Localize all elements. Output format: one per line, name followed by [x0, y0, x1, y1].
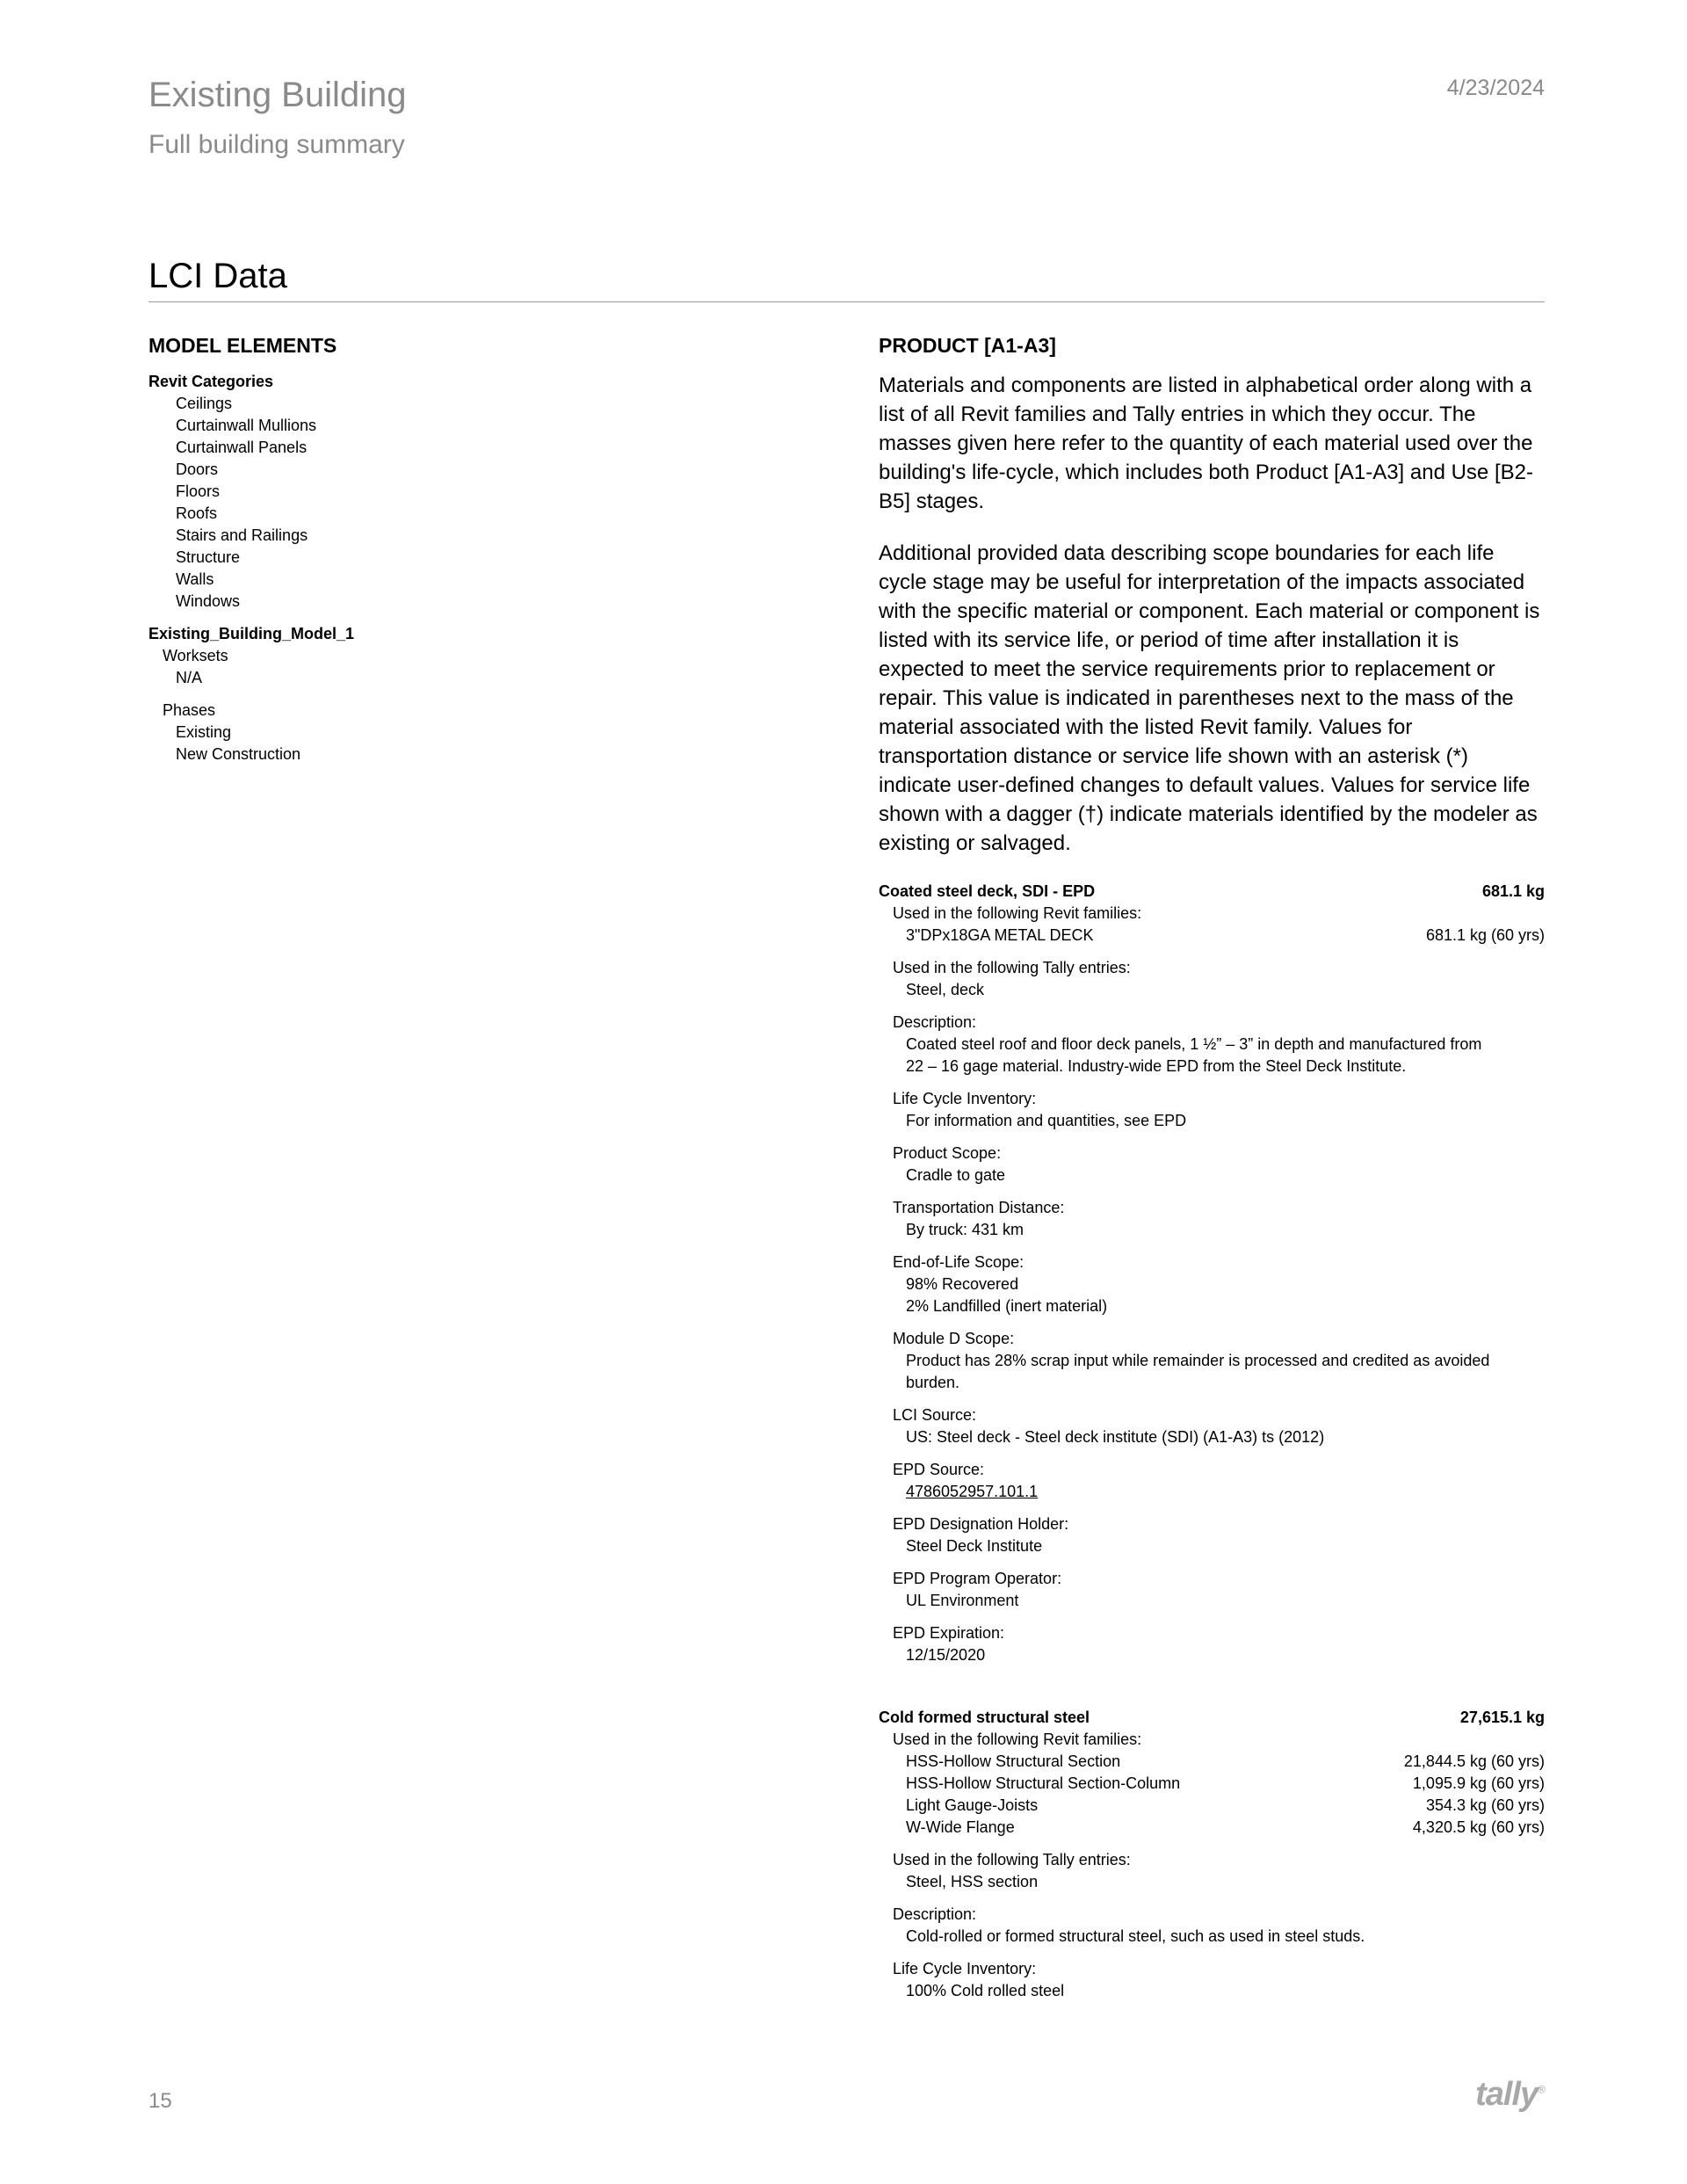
- field-label: Used in the following Tally entries:: [893, 1851, 1131, 1868]
- worksets-label: Worksets: [163, 647, 228, 664]
- material-total-mass: 681.1 kg: [1481, 882, 1545, 900]
- family-row: [879, 1817, 1545, 1839]
- intro-paragraph: Materials and components are listed in alphabetical order along with a list of all Revit families and Tally entries in which they occur. The masses given here refer to the quantity of each material used over the building's life-cycle, which includes both Product [A1-A3] and Use [B2-B5] stages.: [879, 374, 1533, 513]
- field-label: Life Cycle Inventory:: [893, 1960, 1037, 1977]
- list-item: New Construction: [176, 745, 301, 763]
- field-label: LCI Source:: [893, 1406, 977, 1424]
- field-value: Cradle to gate: [906, 1166, 1006, 1184]
- model-elements-heading: MODEL ELEMENTS: [148, 334, 337, 357]
- family-row: [879, 1751, 1545, 1773]
- material-total-mass: 27,615.1 kg: [1459, 1709, 1545, 1726]
- list-item: Curtainwall Panels: [176, 439, 308, 456]
- material-header: [879, 1707, 1545, 1729]
- family-name: Light Gauge-Joists: [906, 1796, 1039, 1814]
- field-label: EPD Designation Holder:: [893, 1515, 1069, 1533]
- field-label: EPD Source:: [893, 1461, 985, 1478]
- field-value: 100% Cold rolled steel: [906, 1982, 1065, 1999]
- family-mass: 1,095.9 kg (60 yrs): [1412, 1774, 1545, 1792]
- field-value: 98% Recovered: [906, 1275, 1019, 1293]
- material-name: Coated steel deck, SDI - EPD: [879, 882, 1096, 900]
- field-label: Description:: [893, 1905, 977, 1923]
- section-divider: [148, 301, 1545, 302]
- tally-entry: Steel, deck: [906, 981, 985, 998]
- family-row: [879, 925, 1545, 947]
- field-value: For information and quantities, see EPD: [906, 1112, 1187, 1129]
- field-value: US: Steel deck - Steel deck institute (SDI) (A1-A3) ts (2012): [906, 1428, 1325, 1446]
- page-number: 15: [148, 2089, 172, 2113]
- phases-label: Phases: [163, 701, 216, 719]
- field-label: Description:: [893, 1013, 977, 1031]
- field-value: Steel Deck Institute: [906, 1537, 1043, 1555]
- field-label: Used in the following Revit families:: [893, 904, 1142, 922]
- field-label: Used in the following Revit families:: [893, 1731, 1142, 1748]
- field-label: Product Scope:: [893, 1144, 1002, 1162]
- list-item: Stairs and Railings: [176, 526, 308, 544]
- list-item: Windows: [176, 592, 241, 610]
- list-item: Ceilings: [176, 395, 233, 412]
- material-entry: [879, 881, 1545, 1666]
- family-mass: 681.1 kg (60 yrs): [1425, 926, 1545, 944]
- family-mass: 354.3 kg (60 yrs): [1425, 1796, 1545, 1814]
- family-mass: 21,844.5 kg (60 yrs): [1403, 1752, 1545, 1770]
- field-value: UL Environment: [906, 1592, 1019, 1609]
- tally-entry: Steel, HSS section: [906, 1873, 1039, 1890]
- field-label: Transportation Distance:: [893, 1199, 1065, 1216]
- list-item: Floors: [176, 483, 221, 500]
- field-label: EPD Program Operator:: [893, 1570, 1062, 1587]
- list-item: Walls: [176, 570, 214, 588]
- field-value: By truck: 431 km: [906, 1221, 1025, 1238]
- family-mass: 4,320.5 kg (60 yrs): [1412, 1818, 1545, 1836]
- description-line: Coated steel roof and floor deck panels, 1 ½” – 3” in depth and manufactured from: [906, 1035, 1482, 1053]
- field-value: 2% Landfilled (inert material): [906, 1297, 1108, 1315]
- model-name-label: Existing_Building_Model_1: [148, 625, 355, 642]
- epd-source-link[interactable]: 4786052957.101.1: [906, 1483, 1039, 1500]
- intro-paragraph: Additional provided data describing scope boundaries for each life cycle stage may be useful for interpretation of the impacts associated with the specific material or component. Each material or component is listed with its service life, or period of time after installation it is expected to meet the service requirements prior to replacement or repair. This value is indicated in parentheses next to the mass of the material associated with the listed Revit family. Values for transportation distance or service life shown with an asterisk (*) indicate user-defined changes to default values. Values for service life shown with a dagger (†) indicate materials identified by the modeler as existing or salvaged.: [879, 541, 1540, 855]
- list-item: N/A: [176, 669, 203, 686]
- description-line: 22 – 16 gage material. Industry-wide EPD from the Steel Deck Institute.: [906, 1057, 1407, 1075]
- family-name: HSS-Hollow Structural Section: [906, 1752, 1121, 1770]
- list-item: Roofs: [176, 504, 218, 522]
- field-label: EPD Expiration:: [893, 1624, 1005, 1642]
- section-title: LCI Data: [148, 257, 287, 295]
- product-heading: PRODUCT [A1-A3]: [879, 334, 1056, 357]
- report-date: 4/23/2024: [1446, 76, 1545, 100]
- field-value: Product has 28% scrap input while remainder is processed and credited as avoided: [906, 1352, 1490, 1369]
- model-elements-column: [148, 332, 816, 765]
- field-label: Used in the following Tally entries:: [893, 959, 1131, 976]
- document-subtitle: Full building summary: [148, 130, 405, 159]
- logo-text: tally: [1475, 2076, 1539, 2113]
- list-item: Doors: [176, 461, 219, 478]
- field-label: Module D Scope:: [893, 1330, 1015, 1347]
- family-row: [879, 1795, 1545, 1817]
- material-entry: [879, 1707, 1545, 2002]
- tally-logo: [1475, 2076, 1545, 2114]
- revit-categories-label: Revit Categories: [148, 373, 274, 390]
- registered-mark: ®: [1538, 2083, 1545, 2096]
- field-value: burden.: [906, 1374, 960, 1391]
- family-name: W-Wide Flange: [906, 1818, 1015, 1836]
- field-label: End-of-Life Scope:: [893, 1253, 1025, 1271]
- field-value: 12/15/2020: [906, 1646, 986, 1664]
- material-header: [879, 881, 1545, 903]
- list-item: Curtainwall Mullions: [176, 417, 317, 434]
- product-column: [879, 332, 1545, 2002]
- material-name: Cold formed structural steel: [879, 1709, 1090, 1726]
- intro-text: [879, 371, 1545, 858]
- family-name: 3"DPx18GA METAL DECK: [906, 926, 1094, 944]
- list-item: Existing: [176, 723, 232, 741]
- description-line: Cold-rolled or formed structural steel, such as used in steel studs.: [906, 1927, 1365, 1945]
- list-item: Structure: [176, 548, 241, 566]
- document-title: Existing Building: [148, 76, 407, 114]
- family-row: [879, 1773, 1545, 1795]
- field-label: Life Cycle Inventory:: [893, 1090, 1037, 1107]
- family-name: HSS-Hollow Structural Section-Column: [906, 1774, 1181, 1792]
